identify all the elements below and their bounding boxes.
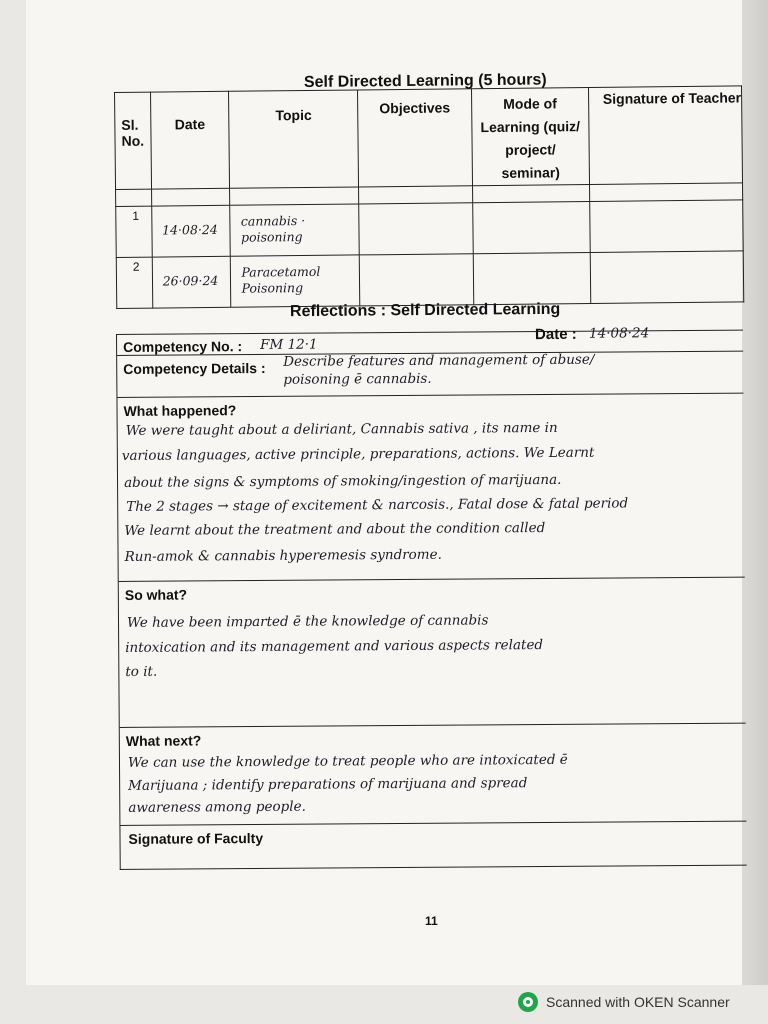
- row-date: 26·09·24: [162, 272, 219, 289]
- row-sl: 2: [132, 259, 140, 274]
- date-label: Date :: [534, 325, 577, 344]
- header-objectives: Objectives: [358, 89, 473, 187]
- row-topic: cannabis · poisoning: [240, 213, 306, 245]
- row-sl: 1: [132, 208, 140, 223]
- competency-no-label: Competency No. :: [123, 338, 243, 355]
- row-topic: Paracetamol Poisoning: [241, 263, 321, 296]
- what-next-line: Marijuana ; identify preparations of marijuana and spread: [128, 775, 528, 794]
- sdl-table-title: Self Directed Learning (5 hours): [303, 71, 547, 92]
- what-happened-line: We learnt about the treatment and about the condition called: [124, 520, 546, 539]
- what-happened-line: about the signs & symptoms of smoking/ingestion of marijuana.: [123, 471, 562, 491]
- divider: [120, 821, 746, 826]
- competency-details-label: Competency Details :: [123, 359, 266, 377]
- divider: [119, 577, 745, 582]
- what-next-line: awareness among people.: [128, 798, 306, 816]
- what-happened-label: What happened?: [123, 402, 237, 419]
- reflections-title: Reflections : Self Directed Learning: [289, 300, 561, 321]
- scanner-footer-text: Scanned with OKEN Scanner: [546, 994, 730, 1010]
- what-happened-line: Run-amok & cannabis hyperemesis syndrome.: [124, 546, 442, 565]
- so-what-label: So what?: [124, 586, 188, 603]
- competency-details-line: poisoning ē cannabis.: [283, 370, 432, 388]
- signature-of-faculty-label: Signature of Faculty: [128, 829, 264, 847]
- what-next-line: We can use the knowledge to treat people who are intoxicated ē: [127, 751, 568, 771]
- what-happened-line: We were taught about a deliriant, Cannabis sativa , its name in: [125, 419, 558, 439]
- oken-scanner-logo-icon: [518, 992, 538, 1012]
- so-what-line: We have been imparted ē the knowledge of cannabis: [126, 612, 489, 631]
- date-value: 14·08·24: [588, 325, 650, 342]
- reflections-box: [116, 325, 747, 870]
- header-date: Date: [150, 91, 230, 189]
- so-what-line: to it.: [125, 663, 158, 680]
- divider: [120, 723, 746, 728]
- scanner-footer: [518, 992, 730, 1012]
- competency-no-value: FM 12·1: [260, 336, 318, 353]
- divider: [117, 393, 743, 398]
- page-number: 11: [425, 914, 438, 928]
- table-row: [116, 251, 743, 309]
- header-topic: Topic: [229, 90, 359, 188]
- what-happened-line: The 2 stages → stage of excitement & narcosis., Fatal dose & fatal period: [126, 495, 629, 515]
- header-signature-of-teacher: Signature of Teacher: [588, 86, 742, 185]
- what-next-label: What next?: [125, 732, 202, 749]
- header-mode-of-learning: Mode of Learning (quiz/ project/ seminar): [471, 88, 589, 186]
- sdl-table: [114, 85, 744, 309]
- row-date: 14·08·24: [162, 221, 218, 238]
- sdl-table-block: [114, 71, 744, 310]
- header-sl-no: Sl. No.: [115, 92, 152, 189]
- what-happened-line: various languages, active principle, preparations, actions. We Learnt: [121, 444, 595, 464]
- so-what-line: intoxication and its management and various aspects related: [125, 637, 544, 656]
- table-row: [116, 200, 743, 258]
- competency-details-line: Describe features and management of abuse/: [283, 351, 595, 370]
